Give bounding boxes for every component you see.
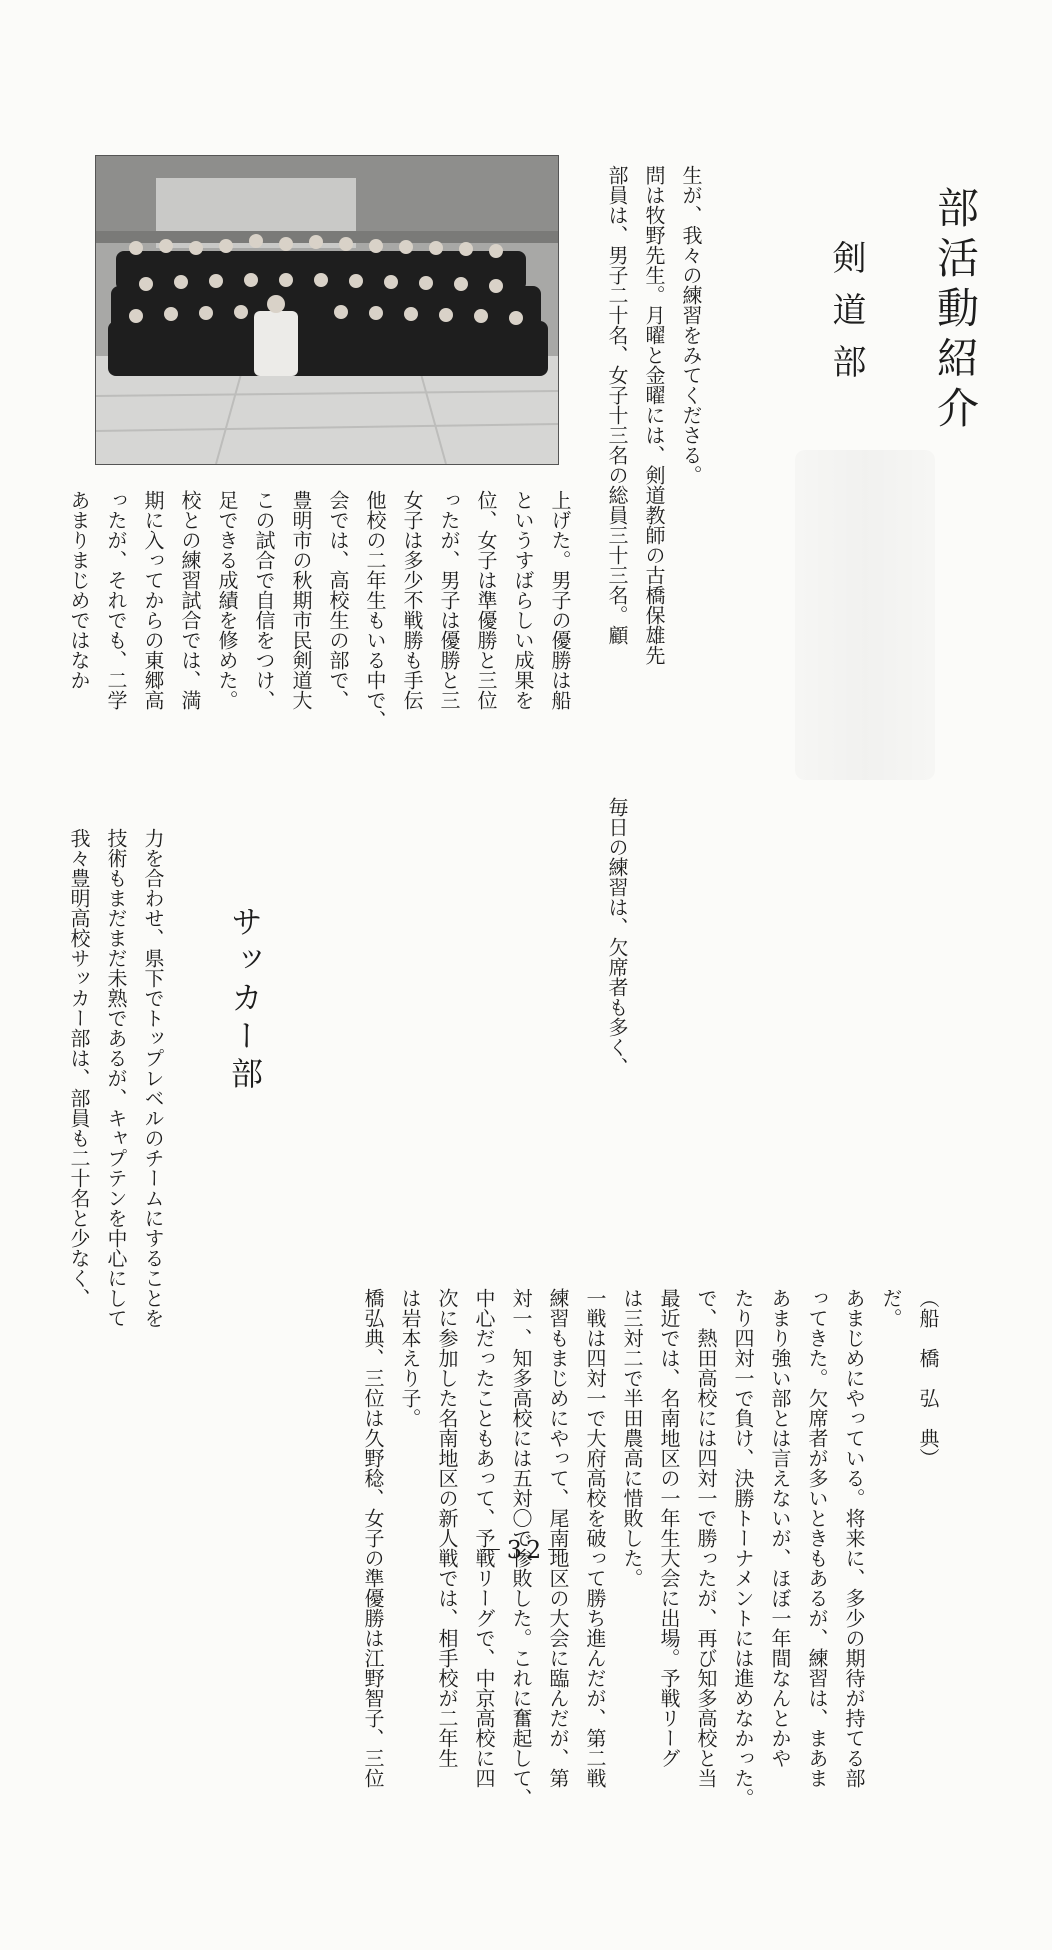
text-line: 校との練習試合では、満 xyxy=(178,490,202,710)
text-line: あまり強い部とは言えないが、ほぼ一年間なんとかや xyxy=(768,1288,792,1768)
text-line: で、熱田高校には四対一で勝ったが、再び知多高校と当 xyxy=(694,1288,718,1788)
page-number: －32－ xyxy=(478,1536,574,1564)
text-line: 生が、我々の練習をみてくださる。 xyxy=(679,165,703,485)
text-line: 豊明市の秋期市民剣道大 xyxy=(289,490,313,710)
text-line: たり四対一で負け、決勝トーナメントには進めなかった。 xyxy=(731,1288,755,1808)
text-line: だ。 xyxy=(879,1288,903,1328)
author-credit: （船 橋 弘 典） xyxy=(916,1288,940,1468)
faint-background-mark xyxy=(795,450,935,780)
text-line: 練習もまじめにやって、尾南地区の大会に臨んだが、第 xyxy=(546,1288,570,1788)
text-line: 橋弘典、三位は久野稔、女子の準優勝は江野智子、三位 xyxy=(361,1288,385,1788)
text-line: 問は牧野先生。月曜と金曜には、剣道教師の古橋保雄先 xyxy=(642,165,666,665)
soccer-paragraph-1 xyxy=(60,828,190,1478)
text-line: 位、女子は準優勝と三位 xyxy=(474,490,498,710)
text-line: は三対二で半田農高に惜敗した。 xyxy=(620,1288,644,1588)
text-line: ったが、それでも、二学 xyxy=(104,490,128,710)
text-line: あまりまじめではなか xyxy=(67,490,91,690)
text-line: 対一、知多高校には五対〇で惨敗した。これに奮起して、 xyxy=(509,1288,533,1808)
text-line: 力を合わせ、県下でトップレベルのチームにすることを xyxy=(141,828,165,1328)
kendo-club-title: 剣道部 xyxy=(826,240,866,396)
text-line: 期に入ってからの東郷高 xyxy=(141,490,165,710)
page-title: 部活動紹介 xyxy=(931,186,980,436)
text-line: 足できる成績を修めた。 xyxy=(215,490,239,710)
text-line: 一戦は四対一で大府高校を破って勝ち進んだが、第二戦 xyxy=(583,1288,607,1788)
text-line: 中心だったこともあって、予戦リーグで、中京高校に四 xyxy=(472,1288,496,1788)
kendo-club-group-photo xyxy=(95,155,559,465)
text-line: 上げた。男子の優勝は船 xyxy=(548,490,572,710)
text-line: 我々豊明高校サッカー部は、部員も二十名と少なく、 xyxy=(67,828,91,1308)
text-line: 技術もまだまだ未熟であるが、キャプテンを中心にして xyxy=(104,828,128,1328)
text-line: 会では、高校生の部で、 xyxy=(326,490,350,710)
text-line: ってきた。欠席者が多いときもあるが、練習は、まあま xyxy=(805,1288,829,1788)
text-line: 最近では、名南地区の一年生大会に出場。予戦リーグ xyxy=(657,1288,681,1768)
text-line: ったが、男子は優勝と三 xyxy=(437,490,461,710)
text-line: は岩本えり子。 xyxy=(398,1288,422,1428)
text-line: 女子は多少不戦勝も手伝 xyxy=(400,490,424,710)
text-line: というすばらしい成果を xyxy=(511,490,535,710)
text-line: 毎日の練習は、欠席者も多く、 xyxy=(605,797,629,1077)
text-line: 部員は、男子二十名、女子十三名の総員三十三名。顧 xyxy=(605,165,629,645)
text-line: あまじめにやっている。将来に、多少の期待が持てる部 xyxy=(842,1288,866,1788)
soccer-club-title: サッカー部 xyxy=(226,905,264,1095)
text-line: 次に参加した名南地区の新人戦では、相手校が二年生 xyxy=(435,1288,459,1768)
kendo-paragraph-2 xyxy=(60,490,622,790)
text-line: この試合で自信をつけ、 xyxy=(252,490,276,710)
text-line: 他校の二年生もいる中で、 xyxy=(363,490,387,730)
